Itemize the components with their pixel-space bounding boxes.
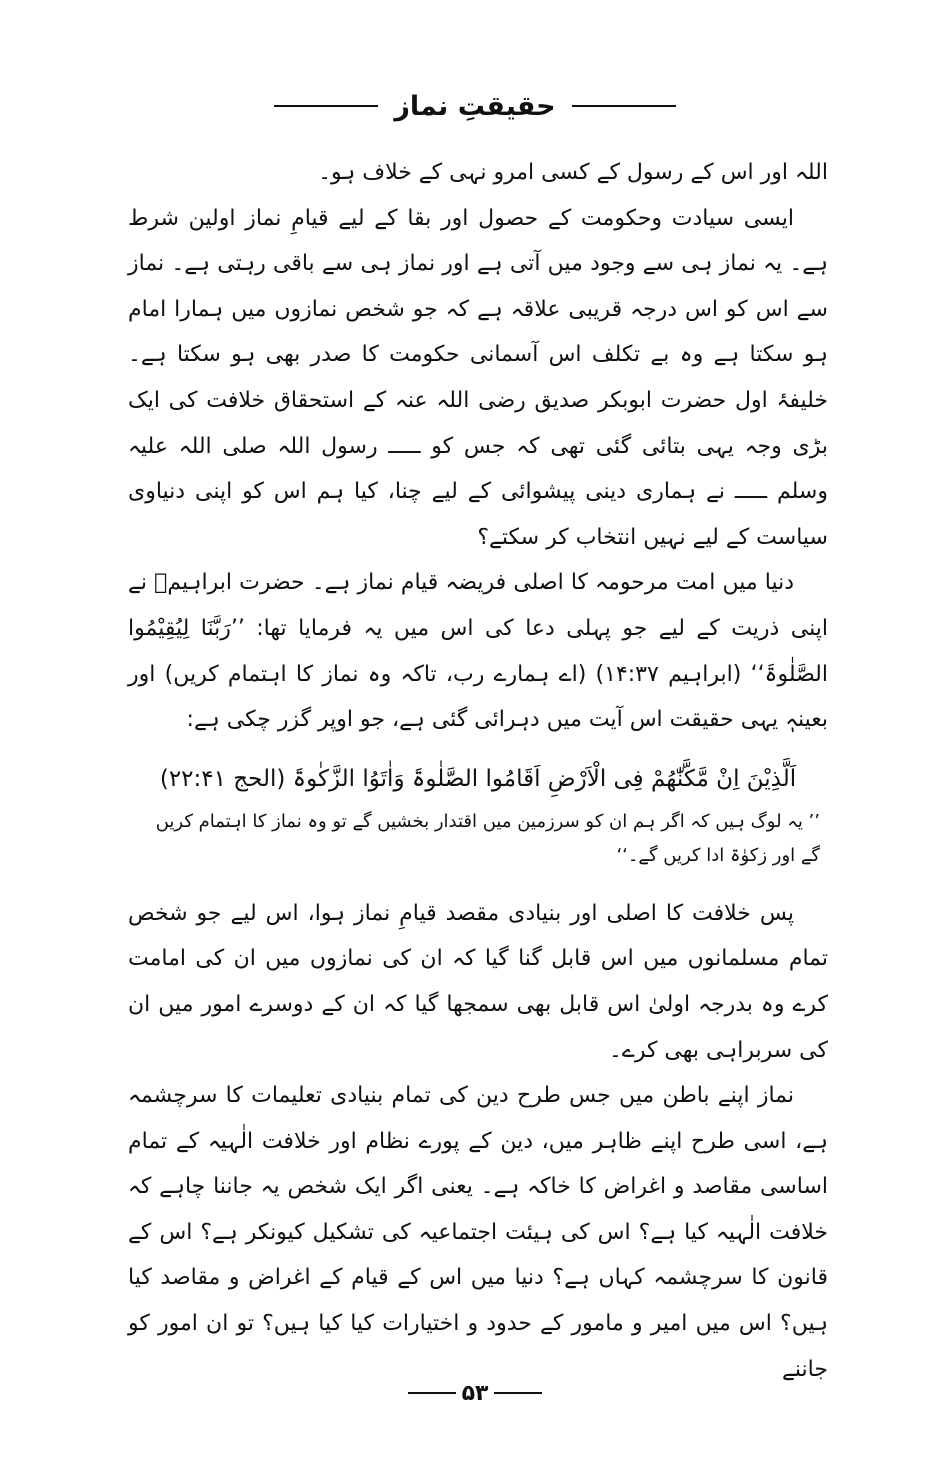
footer-rule-left [408,1392,456,1394]
header-rule-left [274,105,378,107]
page-footer [0,1378,950,1408]
footer-rule-right [494,1392,542,1394]
verse-translation: ’’ یہ لوگ ہیں کہ اگر ہم ان کو سرزمین میں اقتدار بخشیں گے تو وہ نماز کا اہتمام کریں گے اور زکوٰۃ ادا کریں گے۔‘‘ [155,810,820,866]
quran-verse: اَلَّذِیْنَ اِنْ مَّکَّنّٰھُمْ فِی الْاَرْضِ اَقَامُوا الصَّلٰوۃَ وَاٰتَوُا الزَّکٰوۃَ (الحج ۲۲:۴۱) [159,765,797,792]
paragraph: ایسی سیادت وحکومت کے حصول اور بقا کے لیے قیامِ نماز اولین شرط ہے۔ یہ نماز ہی سے وجود میں آتی ہے اور نماز ہی سے باقی رہتی ہے۔ نماز سے اس کو اس درجہ قریبی علاقہ ہے کہ جو شخص نمازوں میں ہمارا امام ہو سکتا ہے وہ بے تکلف اس آسمانی حکومت کا صدر بھی ہو سکتا ہے۔ خلیفۂ اول حضرت ابوبکر صدیق رضی اللہ عنہ کے استحقاق خلافت کی ایک بڑی وجہ یہی بتائی گئی تھی کہ جس کو ـــــ رسول اللہ صلی اللہ علیہ وسلم ـــــ نے ہماری دینی پیشوائی کے لیے چنا، کیا ہم اس کو اپنی دنیاوی سیاست کے لیے نہیں انتخاب کر سکتے؟ [128,205,828,550]
paragraph: دنیا میں امت مرحومہ کا اصلی فریضہ قیام نماز ہے۔ حضرت ابراہیمؑ نے اپنی ذریت کے لیے جو پہلی دعا کی اس میں یہ فرمایا تھا: ’’رَبَّنَا لِیُقِیْمُوا الصَّلٰوۃَ‘‘ (ابراہیم ۱۴:۳۷) (اے ہمارے رب، تاکہ وہ نماز کا اہتمام کریں) اور بعینہٖ یہی حقیقت اس آیت میں دہرائی گئی ہے، جو اوپر گزر چکی ہے: [128,570,828,733]
running-header-title: حقیقتِ نماز [394,90,556,122]
running-header [0,84,950,128]
page-number: ۵۳ [461,1380,489,1406]
paragraph: نماز اپنے باطن میں جس طرح دین کی تمام بنیادی تعلیمات کا سرچشمہ ہے، اسی طرح اپنے ظاہر میں، دین کے پورے نظام اور خلافت الٰہیہ کے تمام اساسی مقاصد و اغراض کا خاکہ ہے۔ یعنی اگر ایک شخص یہ جاننا چاہے کہ خلافت الٰہیہ کیا ہے؟ اس کی ہیئت اجتماعیہ کی تشکیل کیونکر ہے؟ اس کے قانون کا سرچشمہ کہاں ہے؟ دنیا میں اس کے قیام کے اغراض و مقاصد کیا ہیں؟ اس میں امیر و مامور کے حدود و اختیارات کیا کیا ہیں؟ تو ان امور کو جاننے [128,1083,828,1382]
body-text [128,150,828,1392]
header-rule-right [572,105,676,107]
paragraph: پس خلافت کا اصلی اور بنیادی مقصد قیامِ نماز ہوا، اس لیے جو شخص تمام مسلمانوں میں اس قابل گنا گیا کہ ان کی نمازوں میں ان کی امامت کرے وہ بدرجہ اولیٰ اس قابل بھی سمجھا گیا کہ ان کے دوسرے امور میں ان کی سربراہی بھی کرے۔ [128,900,828,1063]
paragraph-continuation: اللہ اور اس کے رسول کے کسی امرو نہی کے خلاف ہو۔ [318,160,828,185]
